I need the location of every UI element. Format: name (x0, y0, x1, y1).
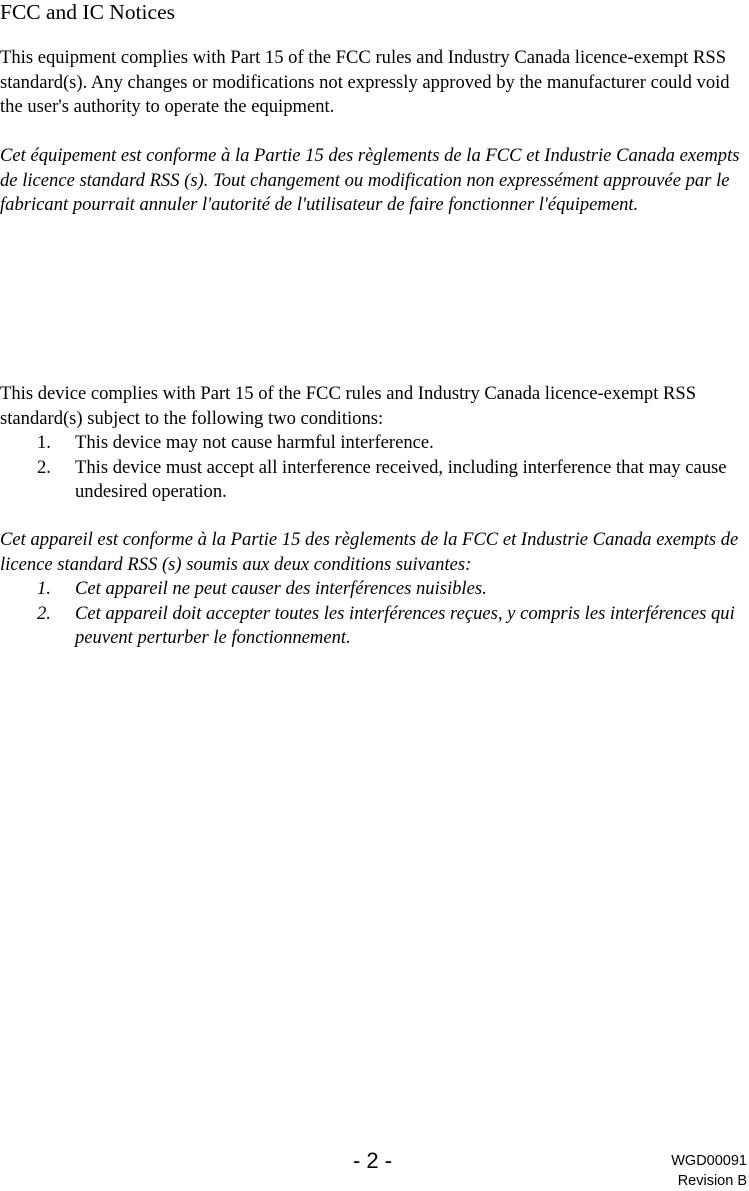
list-item-text: Cet appareil doit accepter toutes les interférences reçues, y compris les interférences qui peuvent perturber le fonctionnement. (75, 603, 735, 649)
conditions-intro-english: This device complies with Part 15 of the FCC rules and Industry Canada licence-exempt RSS standard(s) subject to the following two conditions: (0, 382, 745, 431)
list-item (0, 431, 745, 456)
list-item-text: Cet appareil ne peut causer des interférences nuisibles. (75, 578, 487, 599)
conditions-list-english (0, 431, 745, 505)
conditions-list-french (0, 577, 745, 651)
list-item-text: This device must accept all interference received, including interference that may cause undesired operation. (75, 457, 727, 503)
revision-label: Revision B (671, 1172, 747, 1191)
conditions-intro-french: Cet appareil est conforme à la Partie 15 des règlements de la FCC et Industrie Canada exempts de licence standard RSS (s) soumis aux deux conditions suivantes: (0, 528, 745, 577)
page-title: FCC and IC Notices (0, 0, 745, 24)
conditions-section-french (0, 528, 745, 651)
list-item-number: 2. (37, 602, 51, 627)
list-item-number: 1. (37, 577, 51, 602)
conditions-section-english (0, 382, 745, 505)
list-item (0, 602, 745, 651)
doc-id: WGD00091 (671, 1152, 747, 1172)
list-item (0, 456, 745, 505)
fcc-notice-english: This equipment complies with Part 15 of the FCC rules and Industry Canada licence-exempt RSS standard(s). Any changes or modifications not expressly approved by the manufacturer could void the user's authority to operate the equipment. (0, 46, 745, 120)
list-item (0, 577, 745, 602)
page-number: - 2 - (0, 1148, 745, 1174)
fcc-notice-french: Cet équipement est conforme à la Partie 15 des règlements de la FCC et Industrie Canada exempts de licence standard RSS (s). Tout changement ou modification non expressément approuvée par le fabricant pourrait annuler l'autorité de l'utilisateur de faire fonctionner l'équipement. (0, 144, 745, 218)
list-item-text: This device may not cause harmful interference. (75, 432, 434, 453)
document-identifier (671, 1152, 747, 1191)
list-item-number: 2. (37, 456, 51, 481)
list-item-number: 1. (37, 431, 51, 456)
